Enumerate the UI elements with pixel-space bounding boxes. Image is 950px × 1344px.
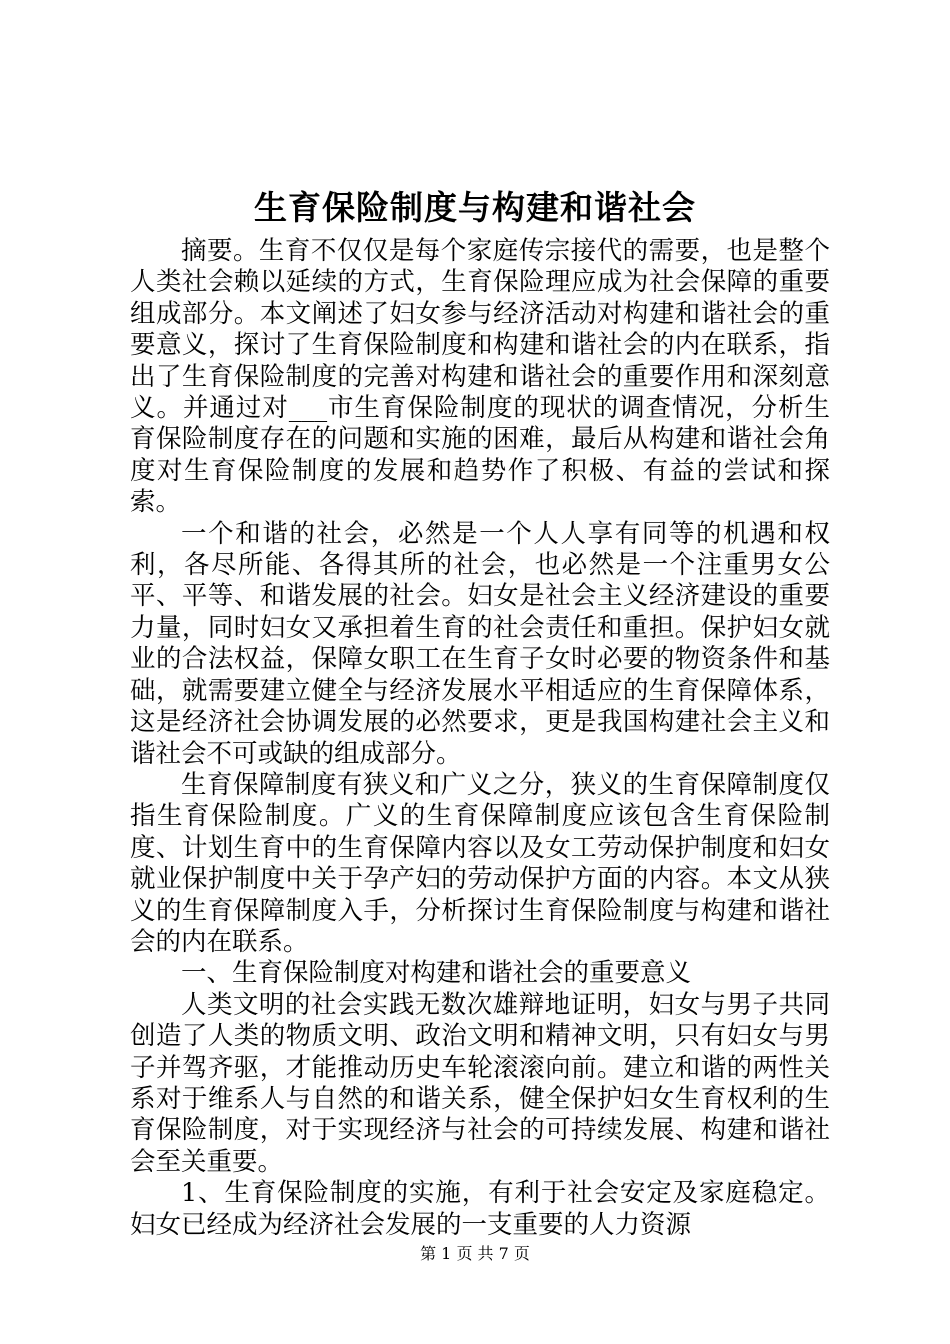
paragraph: 一个和谐的社会，必然是一个人人享有同等的机遇和权利，各尽所能、各得其所的社会，也必然是一个注重男女公平、平等、和谐发展的社会。妇女是社会主义经济建设的重要力量，同时妇女又承担着生育的社会责任和重担。保护妇女就业的合法权益，保障女职工在生育子女时必要的物资条件和基础，就需要建立健全与经济发展水平相适应的生育保障体系，这是经济社会协调发展的必然要求，更是我国构建社会主义和谐社会不可或缺的组成部分。 [130,518,830,769]
paragraph: 生育保障制度有狭义和广义之分，狭义的生育保障制度仅指生育保险制度。广义的生育保障制度应该包含生育保险制度、计划生育中的生育保障内容以及女工劳动保护制度和妇女就业保护制度中关于孕产妇的劳动保护方面的内容。本文从狭义的生育保障制度入手，分析探讨生育保险制度与构建和谐社会的内在联系。 [130,769,830,957]
document-body [130,236,830,1241]
paragraph: 1、生育保险制度的实施，有利于社会安定及家庭稳定。妇女已经成为经济社会发展的一支重要的人力资源 [130,1178,830,1240]
section-heading: 一、生育保险制度对构建和谐社会的重要意义 [181,958,692,989]
paragraph-abstract: 摘要。生育不仅仅是每个家庭传宗接代的需要，也是整个人类社会赖以延续的方式，生育保险理应成为社会保障的重要组成部分。本文阐述了妇女参与经济活动对构建和谐社会的重要意义，探讨了生育保险制度和构建和谐社会的内在联系，指出了生育保险制度的完善对构建和谐社会的重要作用和深刻意义。并通过对___市生育保险制度的现状的调查情况，分析生育保险制度存在的问题和实施的困难，最后从构建和谐社会角度对生育保险制度的发展和趋势作了积极、有益的尝试和探索。 [130,236,830,518]
page-number: 第 1 页 共 7 页 [420,1244,530,1263]
paragraph: 人类文明的社会实践无数次雄辩地证明，妇女与男子共同创造了人类的物质文明、政治文明和精神文明，只有妇女与男子并驾齐驱，才能推动历史车轮滚滚向前。建立和谐的两性关系对于维系人与自然的和谐关系，健全保护妇女生育权利的生育保险制度，对于实现经济与社会的可持续发展、构建和谐社会至关重要。 [130,989,830,1177]
document-title: 生育保险制度与构建和谐社会 [254,188,696,227]
